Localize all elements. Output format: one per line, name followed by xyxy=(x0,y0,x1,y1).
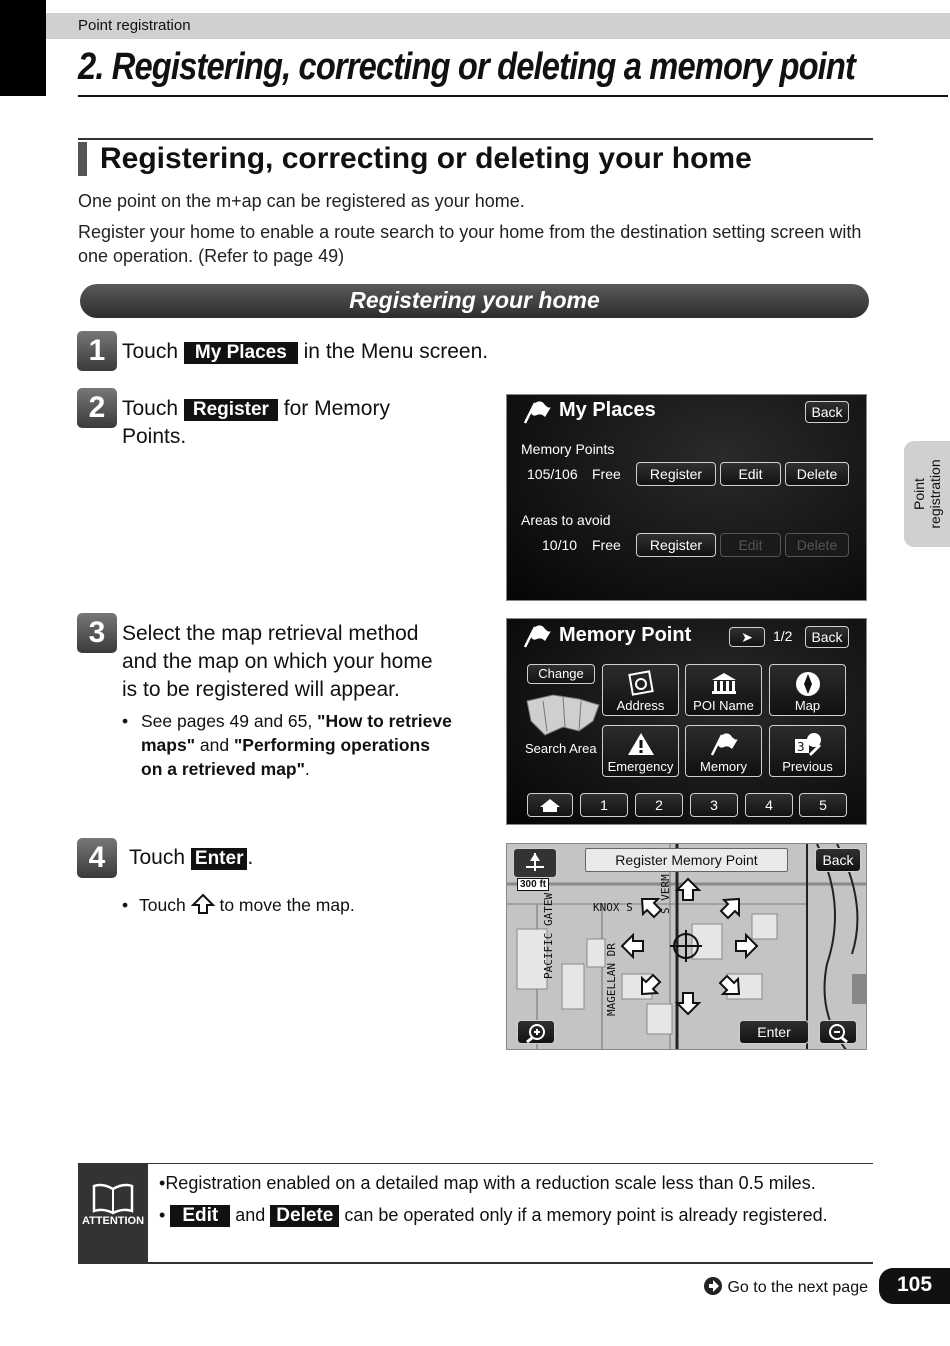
step-4-pre: Touch xyxy=(129,846,186,869)
memory-label: Memory xyxy=(700,759,747,774)
chapter-rule xyxy=(78,95,948,97)
street-label-knox: KNOX S xyxy=(593,901,633,914)
step-4-text xyxy=(129,844,253,872)
register-key: Register xyxy=(184,399,278,421)
emergency-label: Emergency xyxy=(607,759,674,774)
step-3-text xyxy=(122,620,482,704)
intro-paragraph-2: Register your home to enable a route search to your home from the destination setting screen with one operation. (Refer to page 49) xyxy=(78,222,862,266)
attention-item-1 xyxy=(159,1171,869,1195)
svg-text:3: 3 xyxy=(796,740,805,754)
memory-register-button[interactable]: Register xyxy=(636,462,716,486)
address-label: Address xyxy=(616,698,665,713)
zoom-out-button[interactable] xyxy=(819,1020,857,1044)
bullet-dot: • xyxy=(122,895,129,915)
previous-button[interactable] xyxy=(769,725,846,777)
attention-and: and xyxy=(235,1205,266,1225)
chapter-title: 2. Registering, correcting or deleting a memory point xyxy=(78,46,856,88)
page-next-button[interactable]: ➤ xyxy=(729,627,765,647)
up-arrow-icon xyxy=(191,893,215,915)
memory-delete-button[interactable]: Delete xyxy=(785,462,849,486)
side-tab-line-2: registration xyxy=(927,459,943,529)
memory-button[interactable] xyxy=(685,725,762,777)
memory-points-free: Free xyxy=(592,466,621,482)
step-1-text xyxy=(122,338,488,366)
street-label-vermont: S VERM xyxy=(659,874,672,914)
preset-5-button[interactable]: 5 xyxy=(799,793,847,817)
register-memory-point-screen xyxy=(506,843,867,1050)
area-map-icon xyxy=(523,691,603,739)
step-1-post: in the Menu screen. xyxy=(303,340,489,363)
register-memory-point-title: Register Memory Point xyxy=(585,848,788,872)
areas-avoid-label: Areas to avoid xyxy=(521,512,611,528)
step-4-number: 4 xyxy=(77,838,117,878)
step-1-number: 1 xyxy=(77,331,117,371)
map-view[interactable] xyxy=(507,844,867,1050)
map-label: Map xyxy=(794,698,821,713)
areas-avoid-count: 10/10 xyxy=(542,537,578,553)
step-3-bullet-mid: and xyxy=(199,735,230,755)
next-arrow-icon xyxy=(703,1276,723,1296)
change-button[interactable]: Change xyxy=(527,664,595,684)
side-tab-label xyxy=(911,459,943,528)
attention-item-2 xyxy=(159,1203,869,1227)
memory-points-label: Memory Points xyxy=(521,441,615,457)
areas-edit-button[interactable]: Edit xyxy=(720,533,781,557)
attention-top-rule xyxy=(148,1163,873,1164)
previous-destination-icon xyxy=(792,731,824,759)
search-area-label: Search Area xyxy=(525,741,597,756)
zoom-in-button[interactable] xyxy=(517,1020,555,1044)
compass-icon xyxy=(794,670,822,698)
warning-icon xyxy=(626,731,656,757)
book-icon xyxy=(91,1181,135,1215)
areas-delete-button[interactable]: Delete xyxy=(785,533,849,557)
back-button[interactable]: Back xyxy=(805,401,849,423)
bullet-dot: • xyxy=(122,711,129,731)
step-3-bullet-ref-1: "How to retrieve maps" xyxy=(141,711,452,755)
areas-register-button[interactable]: Register xyxy=(636,533,716,557)
step-3-bullet-ref-2: "Performing operations on a retrieved map" xyxy=(141,735,430,779)
map-button[interactable] xyxy=(769,664,846,716)
step-2-pre: Touch xyxy=(122,397,179,420)
page-indicator: 1/2 xyxy=(773,628,793,644)
scale-indicator: 300 ft xyxy=(517,878,549,891)
edit-key: Edit xyxy=(170,1205,230,1227)
areas-avoid-free: Free xyxy=(592,537,621,553)
zoom-out-icon xyxy=(827,1023,849,1043)
attention-line-1: Registration enabled on a detailed map with a reduction scale less than 0.5 miles. xyxy=(165,1173,816,1193)
next-page-text: Go to the next page xyxy=(727,1279,868,1296)
step-3-line1: Select the map retrieval method xyxy=(122,622,419,645)
step-2-post: for Memory xyxy=(283,397,390,420)
back-button[interactable]: Back xyxy=(805,626,849,648)
emergency-button[interactable] xyxy=(602,725,679,777)
step-3-line3: is to be registered will appear. xyxy=(122,678,400,701)
north-up-button[interactable] xyxy=(513,848,557,878)
preset-1-button[interactable]: 1 xyxy=(580,793,628,817)
step-2-post-line2: Points. xyxy=(122,425,187,448)
enter-button[interactable]: Enter xyxy=(739,1020,809,1044)
step-1-pre: Touch xyxy=(122,340,179,363)
north-arrow-icon xyxy=(520,851,550,877)
back-button[interactable]: Back xyxy=(815,848,861,872)
step-3-bullet-end: . xyxy=(304,759,310,779)
flag-icon xyxy=(521,623,553,649)
memory-edit-button[interactable]: Edit xyxy=(720,462,781,486)
poi-name-label: POI Name xyxy=(693,698,754,713)
home-icon xyxy=(538,797,562,813)
step-3-bullet-pre: See pages 49 and 65, xyxy=(141,711,313,731)
address-button[interactable] xyxy=(602,664,679,716)
subsection-title: Registering your home xyxy=(349,287,600,313)
section-rule xyxy=(78,138,873,140)
poi-name-button[interactable] xyxy=(685,664,762,716)
corner-block xyxy=(0,0,46,96)
previous-label: Previous xyxy=(782,759,833,774)
preset-3-button[interactable]: 3 xyxy=(690,793,738,817)
header-label: Point registration xyxy=(78,17,191,34)
bullet-dot: • xyxy=(159,1173,166,1193)
side-tab-line-1: Point xyxy=(911,478,927,510)
flag-icon xyxy=(708,731,740,757)
next-page-link[interactable] xyxy=(703,1276,868,1297)
my-places-key: My Places xyxy=(184,342,298,364)
page-number: 105 xyxy=(879,1268,950,1304)
attention-line-2: can be operated only if a memory point is already registered. xyxy=(344,1205,828,1225)
building-icon xyxy=(709,670,739,696)
address-icon xyxy=(627,670,655,696)
preset-4-button[interactable]: 4 xyxy=(745,793,793,817)
attention-label: ATTENTION xyxy=(81,1215,145,1227)
enter-key: Enter xyxy=(191,848,248,870)
home-button[interactable] xyxy=(527,793,573,817)
preset-2-button[interactable]: 2 xyxy=(635,793,683,817)
step-3-bullet xyxy=(122,709,452,781)
step-3-number: 3 xyxy=(77,613,117,653)
flag-icon xyxy=(521,399,553,425)
step-4-bullet-pre: Touch xyxy=(139,895,186,915)
step-4-bullet-post: to move the map. xyxy=(219,895,355,915)
attention-bottom-rule xyxy=(78,1262,873,1264)
my-places-title: My Places xyxy=(559,399,656,421)
step-4-bullet xyxy=(122,893,355,917)
memory-points-count: 105/106 xyxy=(527,466,578,482)
zoom-in-icon xyxy=(525,1023,547,1043)
delete-key: Delete xyxy=(270,1205,339,1227)
bullet-dot: • xyxy=(159,1205,166,1225)
street-label-magellan: MAGELLAN DR xyxy=(605,943,618,1016)
intro-paragraph-1: One point on the m+ap can be registered as your home. xyxy=(78,191,525,211)
memory-point-screen xyxy=(506,618,867,825)
street-label-pacific: PACIFIC GATEW xyxy=(542,892,555,979)
section-title: Registering, correcting or deleting your home xyxy=(100,142,752,175)
attention-box xyxy=(78,1163,148,1263)
step-2-number: 2 xyxy=(77,388,117,428)
step-3-line2: and the map on which your home xyxy=(122,650,433,673)
step-2-text xyxy=(122,395,390,451)
step-4-post: . xyxy=(247,846,254,869)
memory-point-title: Memory Point xyxy=(559,624,692,646)
section-bar xyxy=(78,142,87,176)
my-places-screen xyxy=(506,394,867,601)
